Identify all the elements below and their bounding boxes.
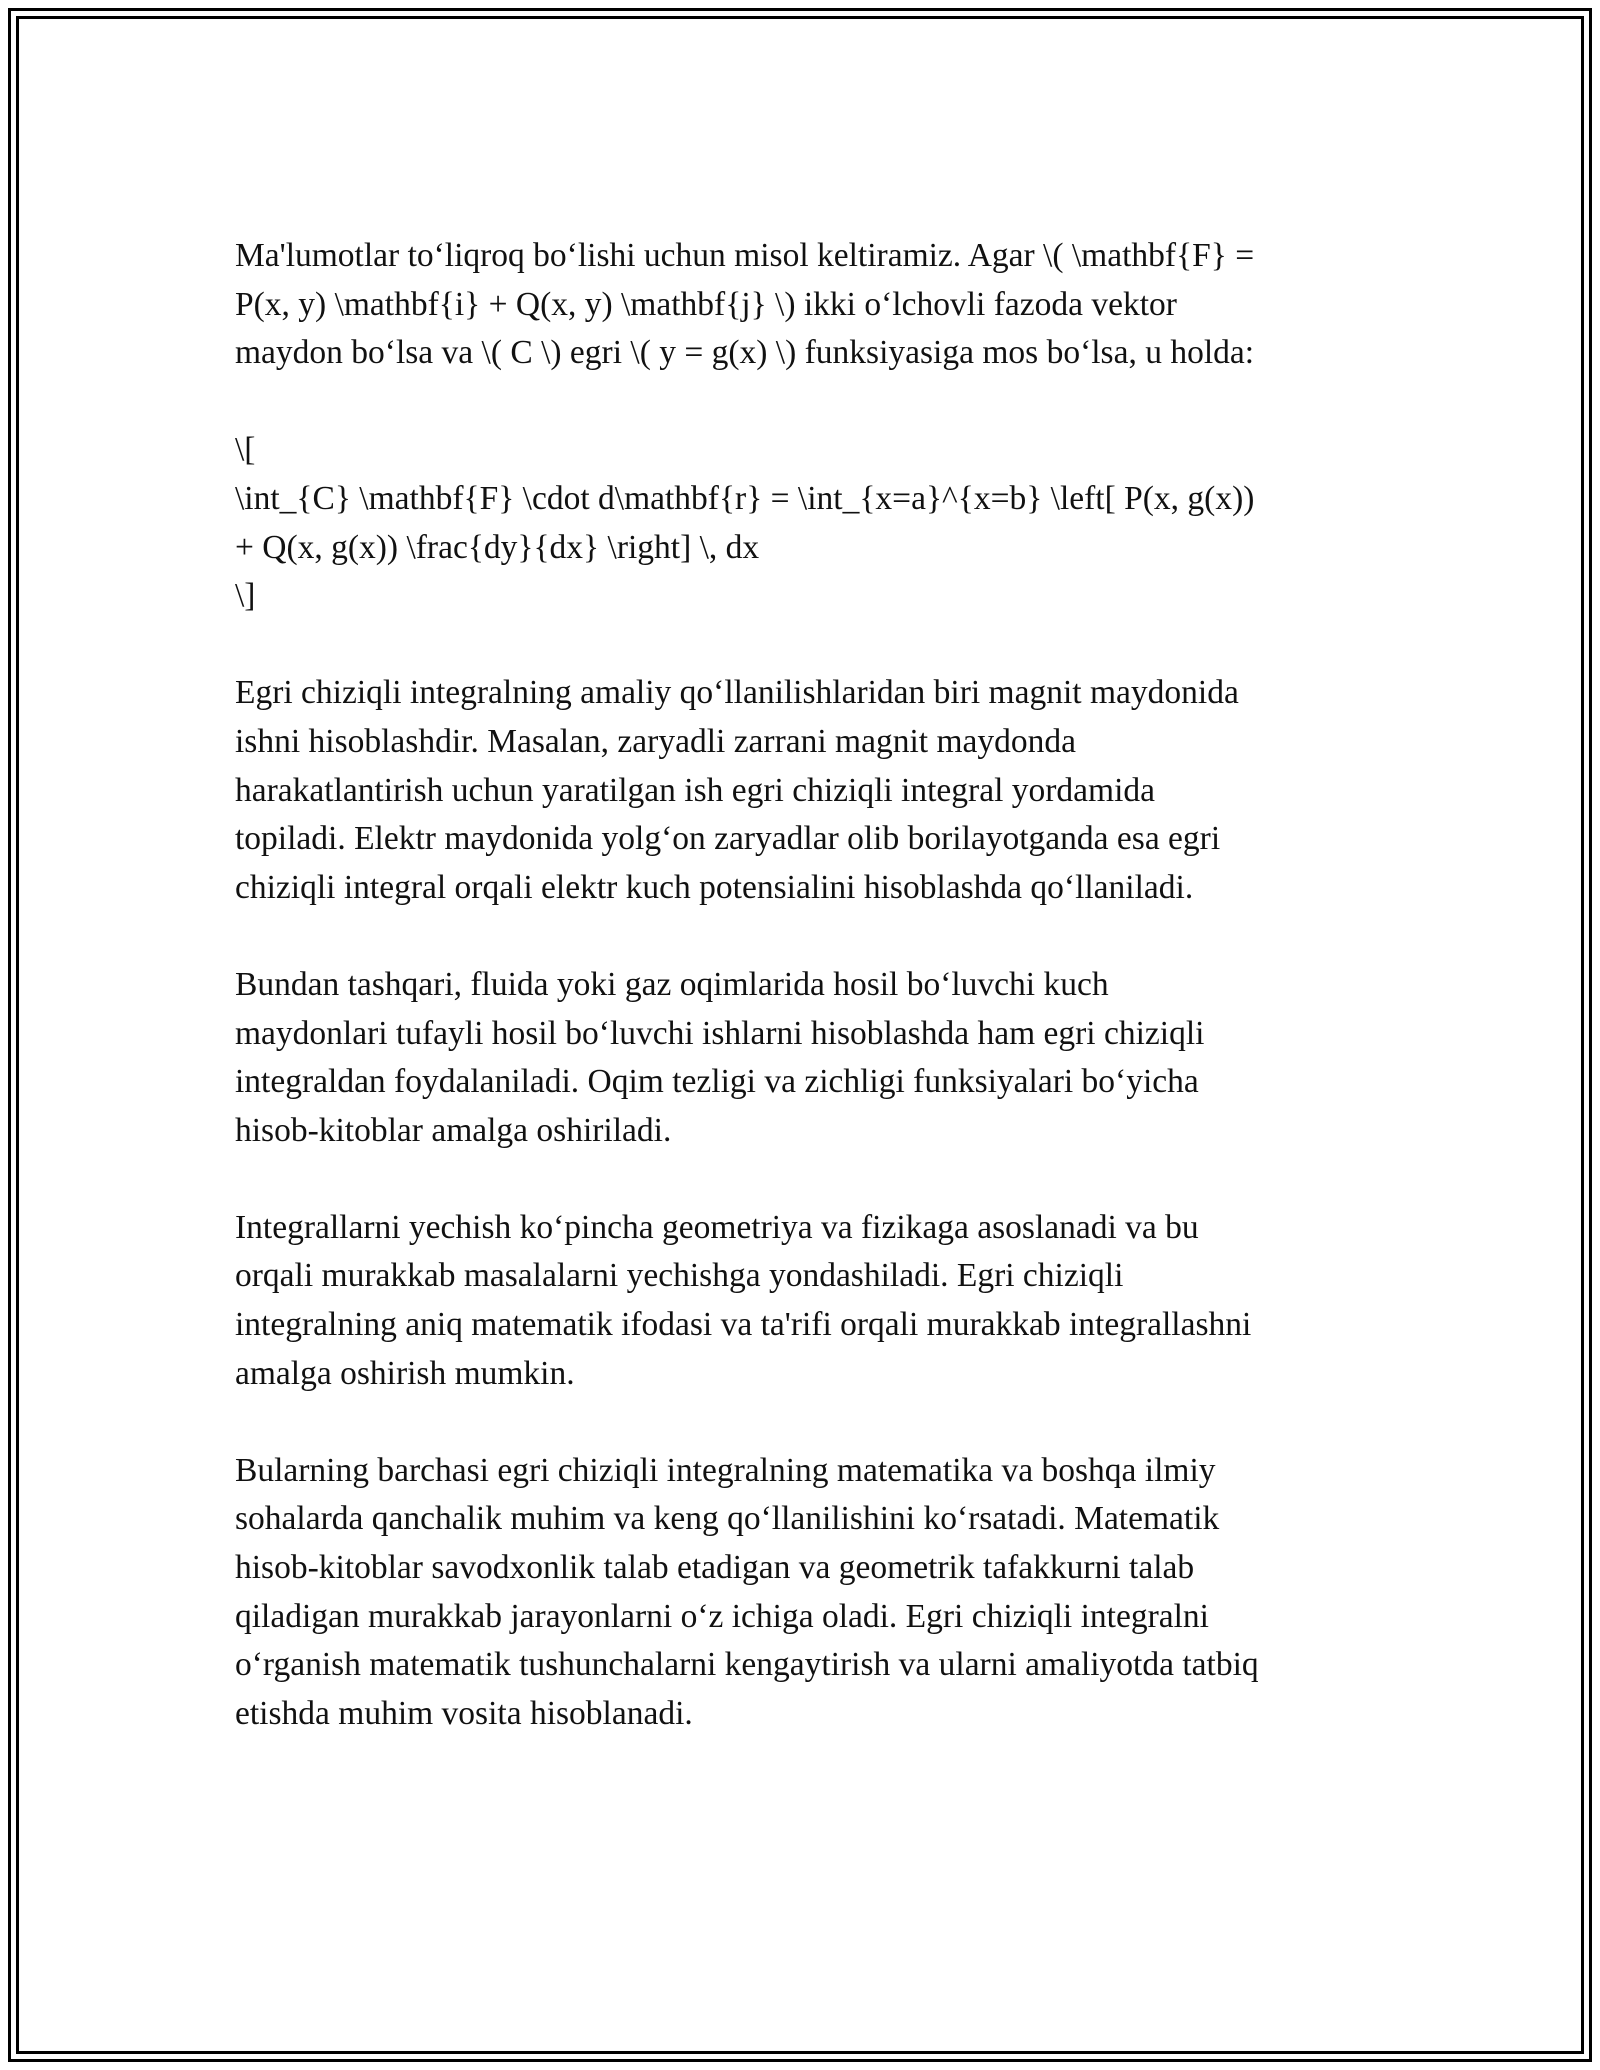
- text-line: Bundan tashqari, fluida yoki gaz oqimlarida hosil bo‘luvchi kuch: [235, 965, 1109, 1003]
- paragraph-fluids: [235, 961, 1370, 1155]
- text-line: Bularning barchasi egri chiziqli integralning matematika va boshqa ilmiy: [235, 1451, 1216, 1489]
- text-line: amalga oshirish mumkin.: [235, 1354, 575, 1392]
- text-line: Integrallarni yechish ko‘pincha geometriya va fizikaga asoslanadi va bu: [235, 1208, 1199, 1246]
- formula-line: \]: [235, 577, 256, 615]
- formula-line: + Q(x, g(x)) \frac{dy}{dx} \right] \, dx: [235, 528, 760, 566]
- paragraph-geometry: [235, 1204, 1370, 1398]
- text-line: Ma'lumotlar to‘liqroq bo‘lishi uchun misol keltiramiz. Agar \( \mathbf{F} =: [235, 237, 1255, 274]
- document-body: [235, 232, 1370, 1787]
- text-line: integraldan foydalaniladi. Oqim tezligi va zichligi funksiyalari bo‘yicha: [235, 1063, 1199, 1101]
- text-line: hisob-kitoblar amalga oshiriladi.: [235, 1111, 672, 1149]
- paragraph-intro: [235, 232, 1370, 378]
- text-line: etishda muhim vosita hisoblanadi.: [235, 1694, 693, 1732]
- text-line: chiziqli integral orqali elektr kuch potensialini hisoblashda qo‘llaniladi.: [235, 868, 1194, 906]
- paragraph-conclusion: [235, 1447, 1370, 1739]
- text-line: orqali murakkab masalalarni yechishga yondashiladi. Egri chiziqli: [235, 1257, 1124, 1295]
- formula-line: \[: [235, 431, 256, 469]
- paragraph-applications: [235, 669, 1370, 912]
- text-line: maydonlari tufayli hosil bo‘luvchi ishlarni hisoblashda ham egri chiziqli: [235, 1014, 1205, 1052]
- text-line: hisob-kitoblar savodxonlik talab etadigan va geometrik tafakkurni talab: [235, 1549, 1195, 1587]
- paragraph-formula: [235, 426, 1370, 620]
- text-line: P(x, y) \mathbf{i} + Q(x, y) \mathbf{j} \) ikki o‘lchovli fazoda vektor: [235, 285, 1177, 323]
- text-line: Egri chiziqli integralning amaliy qo‘llanilishlaridan biri magnit maydonida: [235, 674, 1239, 712]
- text-line: maydon bo‘lsa va \( C \) egri \( y = g(x) \) funksiyasiga mos bo‘lsa, u holda:: [235, 334, 1255, 372]
- text-line: integralning aniq matematik ifodasi va ta'rifi orqali murakkab integrallashni: [235, 1306, 1252, 1344]
- text-line: topiladi. Elektr maydonida yolg‘on zaryadlar olib borilayotganda esa egri: [235, 820, 1221, 858]
- formula-line: \int_{C} \mathbf{F} \cdot d\mathbf{r} = \int_{x=a}^{x=b} \left[ P(x, g(x)): [235, 479, 1255, 517]
- text-line: qiladigan murakkab jarayonlarni o‘z ichiga oladi. Egri chiziqli integralni: [235, 1597, 1209, 1635]
- text-line: o‘rganish matematik tushunchalarni kengaytirish va ularni amaliyotda tatbiq: [235, 1646, 1259, 1684]
- text-line: harakatlantirish uchun yaratilgan ish egri chiziqli integral yordamida: [235, 771, 1156, 809]
- text-line: ishni hisoblashdir. Masalan, zaryadli zarrani magnit maydonda: [235, 722, 1077, 760]
- text-line: sohalarda qanchalik muhim va keng qo‘llanilishini ko‘rsatadi. Matematik: [235, 1500, 1220, 1538]
